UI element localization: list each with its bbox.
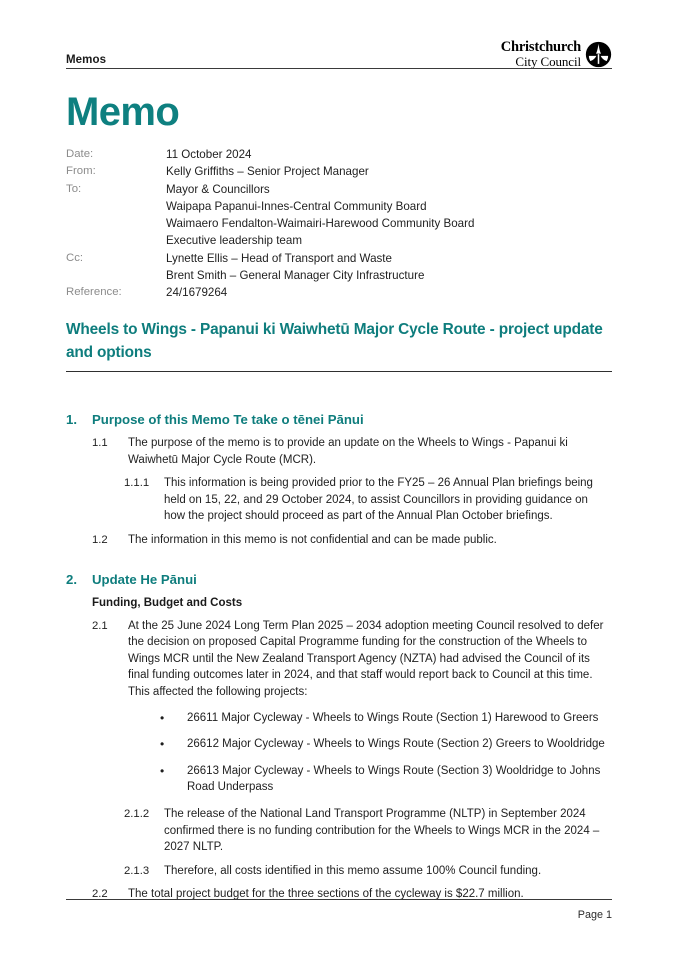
paragraph-1-2: [92, 532, 612, 549]
ccc-emblem-icon: [585, 41, 612, 68]
list-item: [160, 763, 612, 796]
section-title: Update He Pānui: [92, 571, 197, 587]
meta-value-from: [166, 163, 369, 180]
paragraph-text: The total project budget for the three sections of the cycleway is $22.7 million.: [128, 888, 524, 901]
meta-line: Mayor & Councillors: [166, 182, 270, 196]
meta-line: Waimaero Fendalton-Waimairi-Harewood Community Board: [166, 217, 475, 231]
paragraph-number: 2.1.2: [124, 807, 150, 820]
footer-divider: [66, 899, 612, 900]
page-content: [66, 0, 612, 954]
bullet-icon: •: [160, 763, 165, 778]
bullet-icon: •: [160, 737, 165, 752]
paragraph-2-1-2: [124, 806, 612, 856]
meta-row-to: [66, 181, 612, 250]
meta-row-from: [66, 163, 612, 180]
list-item-label: 26613 Major Cycleway - Wheels to Wings Route (Section 3) Wooldridge to Johns Road Underpass: [187, 764, 601, 794]
meta-label-reference: Reference:: [66, 286, 122, 299]
paragraph-number: 2.1: [92, 619, 108, 632]
paragraph-2-1: [92, 618, 612, 701]
section-number: 1.: [66, 412, 77, 427]
section-number: 2.: [66, 571, 77, 587]
list-item-label: 26612 Major Cycleway - Wheels to Wings Route (Section 2) Greers to Wooldridge: [187, 738, 605, 751]
paragraph-text: The information in this memo is not confidential and can be made public.: [128, 533, 497, 546]
paragraph-text: The release of the National Land Transport Programme (NLTP) in September 2024 confirmed there is no funding contribution for the Wheels to Wings MCR in the 2024 – 2027 NLTP.: [164, 807, 600, 854]
paragraph-number: 1.1.1: [124, 477, 150, 490]
project-bullet-list: [160, 710, 612, 796]
section-heading-2: [66, 570, 612, 589]
document-type-label: Memos: [66, 53, 107, 66]
meta-label-date: Date:: [66, 148, 94, 160]
meta-line: 24/1679264: [166, 286, 228, 300]
section-subheading-funding: Funding, Budget and Costs: [92, 596, 243, 609]
meta-label-to: To:: [66, 182, 82, 195]
meta-line: Brent Smith – General Manager City Infrastructure: [166, 269, 425, 283]
logo-line-2: City Council: [515, 53, 581, 69]
logo-wordmark: [501, 40, 581, 68]
memo-metadata: [66, 146, 612, 302]
meta-line: 11 October 2024: [166, 148, 252, 161]
paragraph-2-2: [92, 886, 612, 903]
memo-body: [66, 410, 612, 910]
christchurch-city-council-logo: [501, 40, 612, 68]
bullet-icon: •: [160, 710, 165, 725]
meta-value-date: [166, 146, 252, 163]
subject-divider: [66, 371, 612, 372]
paragraph-text: This information is being provided prior to the FY25 – 26 Annual Plan briefings being held on 15, 22, and 29 October 2024, to assist Councillors in providing guidance on how the project should proceed as part of the Annual Plan October briefings.: [164, 477, 593, 523]
paragraph-number: 2.2: [92, 888, 108, 901]
header-divider: [66, 68, 612, 69]
meta-label-cc: Cc:: [66, 251, 84, 264]
meta-label-from: From:: [66, 165, 96, 178]
paragraph-number: 1.2: [92, 533, 108, 546]
meta-value-to: [166, 181, 474, 250]
paragraph-number: 1.1: [92, 437, 108, 449]
paragraph-1-1-1: [124, 475, 612, 525]
paragraph-text: Therefore, all costs identified in this memo assume 100% Council funding.: [164, 864, 542, 877]
section-heading-1: [66, 410, 612, 429]
paragraph-2-1-3: [124, 863, 612, 880]
paragraph-text: The purpose of the memo is to provide an update on the Wheels to Wings - Papanui ki Waiwhetū Major Cycle Route (MCR).: [128, 437, 568, 466]
meta-value-cc: [166, 250, 424, 285]
running-header: [66, 40, 612, 68]
meta-line: Waipapa Papanui-Innes-Central Community Board: [166, 199, 427, 213]
logo-line-1: Christchurch: [500, 39, 581, 55]
list-item: [160, 736, 612, 753]
list-item: [160, 710, 612, 727]
paragraph-number: 2.1.3: [124, 864, 150, 877]
paragraph-text: At the 25 June 2024 Long Term Plan 2025 – 2034 adoption meeting Council resolved to defer the decision on proposed Capital Programme funding for the construction of the Wheels to Wings MCR until the New Zealand Transport Agency (NZTA) had advised the Council of its final funding outcomes later in 2024, and that staff would report back to Council at this time. This affected the following projects:: [128, 619, 604, 698]
meta-line: Lynette Ellis – Head of Transport and Waste: [166, 251, 392, 265]
meta-value-reference: [166, 284, 227, 301]
paragraph-1-1: [92, 435, 612, 468]
meta-row-cc: [66, 250, 612, 285]
page-number: Page 1: [577, 909, 612, 921]
section-title: Purpose of this Memo Te take o tēnei Pānui: [92, 412, 364, 427]
memo-subject-title: Wheels to Wings - Papanui ki Waiwhetū Major Cycle Route - project update and options: [66, 321, 603, 361]
meta-line: Kelly Griffiths – Senior Project Manager: [166, 165, 369, 179]
meta-row-reference: [66, 284, 612, 301]
list-item-label: 26611 Major Cycleway - Wheels to Wings Route (Section 1) Harewood to Greers: [187, 711, 599, 724]
page-title: Memo: [66, 90, 180, 134]
meta-row-date: [66, 146, 612, 163]
meta-line: Executive leadership team: [166, 234, 302, 248]
